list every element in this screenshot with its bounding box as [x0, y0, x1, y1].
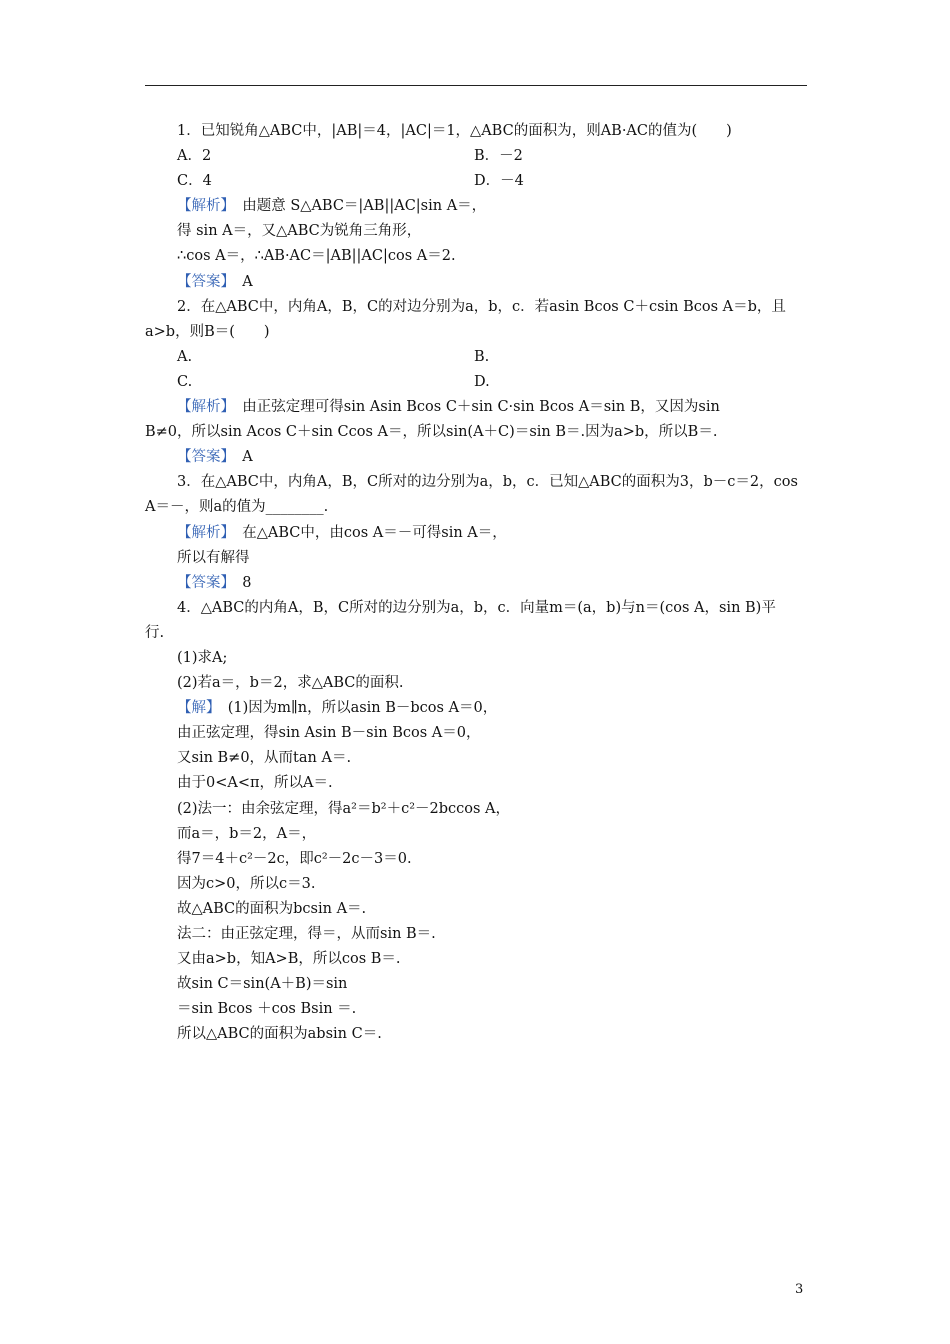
text-line: 故△ABC的面积为bcsin A＝. — [177, 900, 367, 917]
option-label: B. — [474, 348, 490, 365]
section-tag: 【解】 — [177, 700, 214, 717]
option-label: D. — [474, 373, 490, 390]
text-line: (2)法一：由余弦定理，得a²＝b²＋c²－2bccos A， — [177, 800, 511, 817]
option-label: A. — [177, 348, 193, 365]
labeled-line — [145, 270, 807, 295]
document-body — [145, 119, 807, 1047]
section-tag: 【解析】 — [177, 399, 228, 416]
line-text: A — [227, 273, 253, 290]
text-line: 又sin B≠0，从而tan A＝. — [177, 750, 352, 767]
text-line: (1)求A; — [177, 649, 228, 666]
answer-options-row — [145, 345, 807, 370]
text-line: 所以有解得 — [177, 549, 250, 566]
text-line: ＝sin Bcos ＋cos Bsin ＝. — [177, 1001, 357, 1018]
answer-options-row — [145, 144, 807, 169]
line-text: 由正弦定理可得sin Asin Bcos C＋sin C·sin Bcos A＝sin B，又因为sin — [227, 399, 720, 416]
text-line: a>b，则B＝( ) — [145, 323, 270, 340]
header-rule — [145, 85, 807, 86]
text-line: 法二：由正弦定理，得＝，从而sin B＝. — [177, 926, 436, 942]
text-line: 所以△ABC的面积为absin C＝. — [177, 1026, 382, 1043]
labeled-line — [145, 696, 807, 721]
section-tag: 【答案】 — [177, 449, 228, 466]
labeled-line — [145, 194, 807, 219]
line-text: 8 — [227, 574, 252, 591]
section-tag: 【答案】 — [177, 574, 228, 591]
text-line: 而a＝，b＝2，A＝， — [177, 825, 317, 842]
text-line: 1．已知锐角△ABC中，|AB|＝4，|AC|＝1，△ABC的面积为，则AB·AC的值为( ) — [177, 123, 732, 139]
option-label: C．4 — [177, 173, 212, 190]
text-line: 2．在△ABC中，内角A，B，C的对边分别为a，b，c．若asin Bcos C＋csin Bcos A＝b，且 — [177, 298, 786, 315]
text-line: 4．△ABC的内角A，B，C所对的边分别为a，b，c．向量m＝(a，b)与n＝(cos A，sin B)平 — [177, 599, 776, 616]
text-line: A＝－，则a的值为________. — [145, 499, 329, 516]
page-number: 3 — [795, 1282, 804, 1297]
option-label: B．－2 — [474, 148, 523, 165]
answer-options-row — [145, 169, 807, 194]
text-line: ∴cos A＝，∴AB·AC＝|AB||AC|cos A＝2. — [177, 248, 456, 265]
section-tag: 【解析】 — [177, 524, 228, 541]
text-line: 3．在△ABC中，内角A，B，C所对的边分别为a，b，c．已知△ABC的面积为3，b－c＝2，cos — [177, 474, 798, 491]
text-line: 又由a>b，知A>B，所以cos B＝. — [177, 951, 401, 968]
option-label: D．－4 — [474, 173, 524, 190]
labeled-line — [145, 571, 807, 596]
section-tag: 【答案】 — [177, 273, 228, 290]
line-text: A — [227, 449, 253, 466]
option-label: C. — [177, 373, 193, 390]
text-line: B≠0，所以sin Acos C＋sin Ccos A＝，所以sin(A＋C)＝sin B＝.因为a>b，所以B＝. — [145, 424, 718, 441]
labeled-line — [145, 395, 807, 420]
answer-options-row — [145, 370, 807, 395]
section-tag: 【解析】 — [177, 198, 228, 215]
text-line: 因为c>0，所以c＝3. — [177, 875, 316, 892]
text-line: 行. — [145, 624, 165, 641]
labeled-line — [145, 445, 807, 470]
labeled-line — [145, 521, 807, 546]
text-line: 得7＝4＋c²－2c，即c²－2c－3＝0. — [177, 850, 412, 867]
text-line: 由正弦定理，得sin Asin B－sin Bcos A＝0， — [177, 725, 481, 742]
option-label: A．2 — [177, 148, 212, 165]
line-text: 由题意 S△ABC＝|AB||AC|sin A＝， — [227, 198, 487, 215]
text-line: (2)若a＝，b＝2，求△ABC的面积. — [177, 675, 404, 692]
line-text: (1)因为m∥n，所以asin B－bcos A＝0， — [213, 700, 498, 717]
line-text: 在△ABC中，由cos A＝－可得sin A＝， — [227, 524, 507, 541]
text-line: 得 sin A＝，又△ABC为锐角三角形， — [177, 223, 422, 240]
text-line: 由于0<A<π，所以A＝. — [177, 775, 333, 792]
text-line: 故sin C＝sin(A＋B)＝sin — [177, 976, 348, 993]
